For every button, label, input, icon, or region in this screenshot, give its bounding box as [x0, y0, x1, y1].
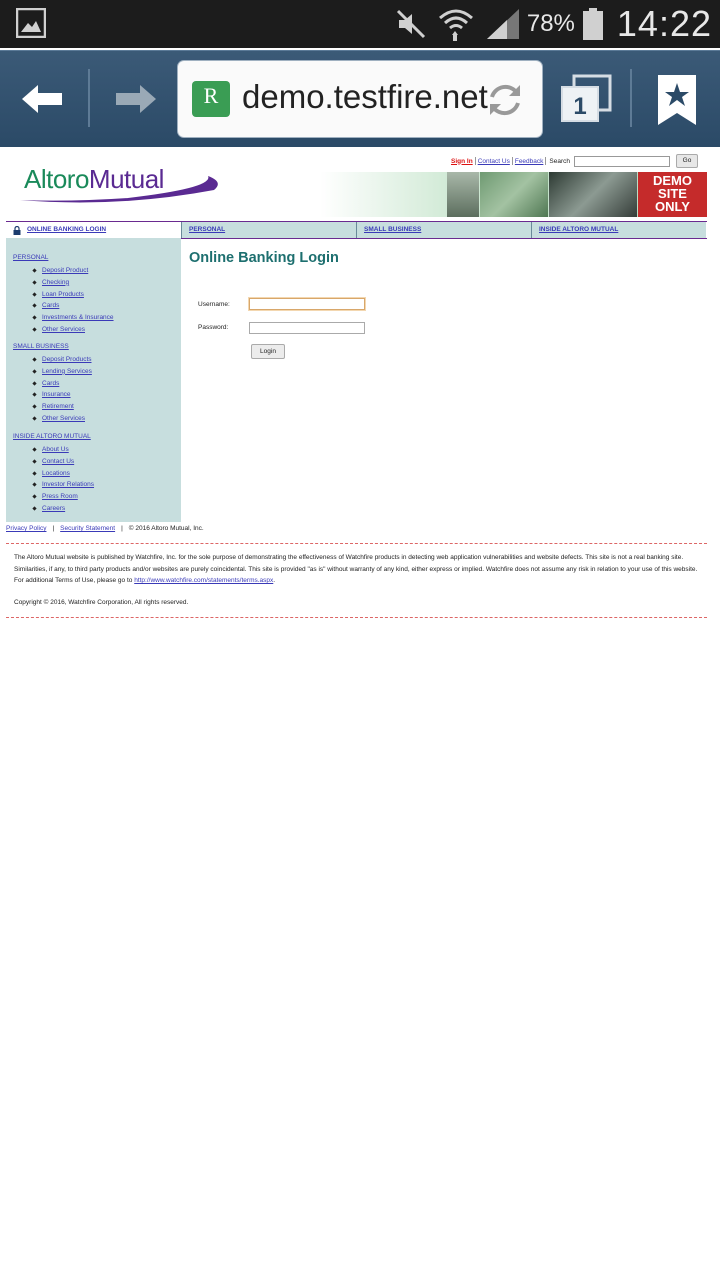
url-text[interactable]: demo.testfire.net	[242, 78, 488, 115]
sign-in-link[interactable]: Sign In	[451, 157, 473, 165]
list-item[interactable]: Checking	[42, 279, 114, 291]
main-nav	[6, 221, 707, 239]
site-favicon: R	[192, 81, 230, 117]
altoro-mutual-logo[interactable]	[18, 164, 228, 208]
bookmark-icon[interactable]	[652, 73, 702, 129]
sidebar-heading-small-business[interactable]: SMALL BUSINESS	[13, 343, 69, 350]
nav-personal[interactable]	[181, 222, 356, 238]
security-statement-link[interactable]: Security Statement	[60, 525, 116, 532]
link-divider	[475, 157, 476, 165]
copyright-text: Copyright © 2016, Watchfire Corporation, All rights reserved.	[14, 599, 189, 606]
address-bar[interactable]	[178, 61, 542, 137]
reload-icon[interactable]	[486, 81, 524, 119]
username-label: Username:	[198, 301, 230, 308]
privacy-policy-link[interactable]: Privacy Policy	[6, 525, 47, 532]
contact-us-link[interactable]: Contact Us	[477, 157, 510, 165]
forward-arrow-icon[interactable]	[112, 75, 160, 123]
footer-divider: |	[52, 525, 55, 532]
nav-personal-label[interactable]: PERSONAL	[189, 226, 226, 233]
list-item[interactable]: Insurance	[42, 391, 92, 403]
link-divider	[512, 157, 513, 165]
footer-links	[6, 525, 204, 532]
signal-icon	[485, 7, 521, 41]
list-item[interactable]: Press Room	[42, 493, 94, 505]
nav-inside-altoro-label[interactable]: INSIDE ALTORO MUTUAL	[539, 226, 619, 233]
nav-small-business[interactable]	[356, 222, 531, 238]
disclaimer-text	[14, 552, 704, 587]
login-button[interactable]: Login	[251, 344, 285, 359]
back-arrow-icon[interactable]	[18, 75, 66, 123]
browser-toolbar	[0, 50, 720, 147]
link-divider	[545, 157, 546, 165]
toolbar-divider	[630, 69, 632, 127]
logo-text-altoro: Altoro	[24, 164, 89, 194]
go-button[interactable]: Go	[676, 154, 698, 168]
search-label: Search	[549, 157, 570, 165]
sidebar-list-personal	[42, 267, 114, 338]
list-item[interactable]: Investments & Insurance	[42, 314, 114, 326]
footer-divider-line	[6, 543, 707, 544]
sidebar	[6, 238, 181, 522]
password-field[interactable]	[249, 322, 365, 334]
list-item[interactable]: Retirement	[42, 403, 92, 415]
terms-link[interactable]: http://www.watchfire.com/statements/terms.aspx	[134, 577, 274, 584]
header-links	[451, 154, 698, 168]
header-banner	[320, 172, 707, 217]
list-item[interactable]: Lending Services	[42, 368, 92, 380]
sidebar-list-inside	[42, 446, 94, 517]
footer-divider-line	[6, 617, 707, 618]
footer-divider: |	[121, 525, 123, 532]
list-item[interactable]: Deposit Product	[42, 267, 114, 279]
page-title: Online Banking Login	[189, 250, 339, 266]
list-item[interactable]: Cards	[42, 380, 92, 392]
disclaimer-period: .	[273, 577, 276, 584]
banner-photo-hands	[480, 172, 548, 217]
nav-small-business-label[interactable]: SMALL BUSINESS	[364, 226, 422, 233]
nav-inside-altoro[interactable]	[531, 222, 706, 238]
battery-icon	[583, 8, 603, 40]
sidebar-heading-personal[interactable]: PERSONAL	[13, 254, 49, 261]
nav-online-banking[interactable]	[6, 222, 181, 238]
list-item[interactable]: Careers	[42, 505, 94, 517]
tab-count: 1	[573, 93, 587, 120]
battery-percent: 78%	[526, 10, 575, 37]
password-label: Password:	[198, 324, 229, 331]
clock: 14:22	[616, 3, 712, 44]
sidebar-heading-inside[interactable]: INSIDE ALTORO MUTUAL	[13, 433, 91, 440]
list-item[interactable]: Cards	[42, 302, 114, 314]
username-field[interactable]	[249, 298, 365, 310]
list-item[interactable]: Deposit Products	[42, 356, 92, 368]
logo-text-mutual: Mutual	[88, 164, 164, 194]
list-item[interactable]: Other Services	[42, 415, 92, 427]
list-item[interactable]: Other Services	[42, 326, 114, 338]
nav-online-banking-label[interactable]: ONLINE BANKING LOGIN	[27, 226, 107, 233]
wifi-icon	[437, 5, 475, 43]
list-item[interactable]: Contact Us	[42, 458, 94, 470]
feedback-link[interactable]: Feedback	[514, 157, 544, 165]
disclaimer-body: The Altoro Mutual website is published by Watchfire, Inc. for the sole purpose of demonstrating the effectiveness of Watchfire products in detecting web application vulnerabilities and website defects. This site is not a real banking site. Similarities, if any, to third party products and/or websites are purely coincidental. This site is provided "as is" without warranty of any kind, either express or implied. Watchfire does not assume any risk in relation to your use of this website. For additional Terms of Use, please go to	[14, 554, 698, 584]
gallery-icon	[16, 8, 46, 38]
status-bar	[0, 0, 720, 48]
mute-icon	[395, 8, 427, 40]
demo-site-badge: DEMO SITE ONLY	[638, 172, 707, 217]
tabs-icon[interactable]	[558, 73, 614, 125]
lock-icon	[13, 226, 21, 235]
list-item[interactable]: Loan Products	[42, 291, 114, 303]
list-item[interactable]: Investor Relations	[42, 481, 94, 493]
sidebar-list-small-business	[42, 356, 92, 427]
list-item[interactable]: Locations	[42, 470, 94, 482]
banner-photo-business	[549, 172, 637, 217]
toolbar-divider	[88, 69, 90, 127]
search-input[interactable]	[574, 156, 670, 167]
list-item[interactable]: About Us	[42, 446, 94, 458]
footer-copyright: © 2016 Altoro Mutual, Inc.	[128, 525, 204, 532]
banner-photo-woman	[447, 172, 479, 217]
